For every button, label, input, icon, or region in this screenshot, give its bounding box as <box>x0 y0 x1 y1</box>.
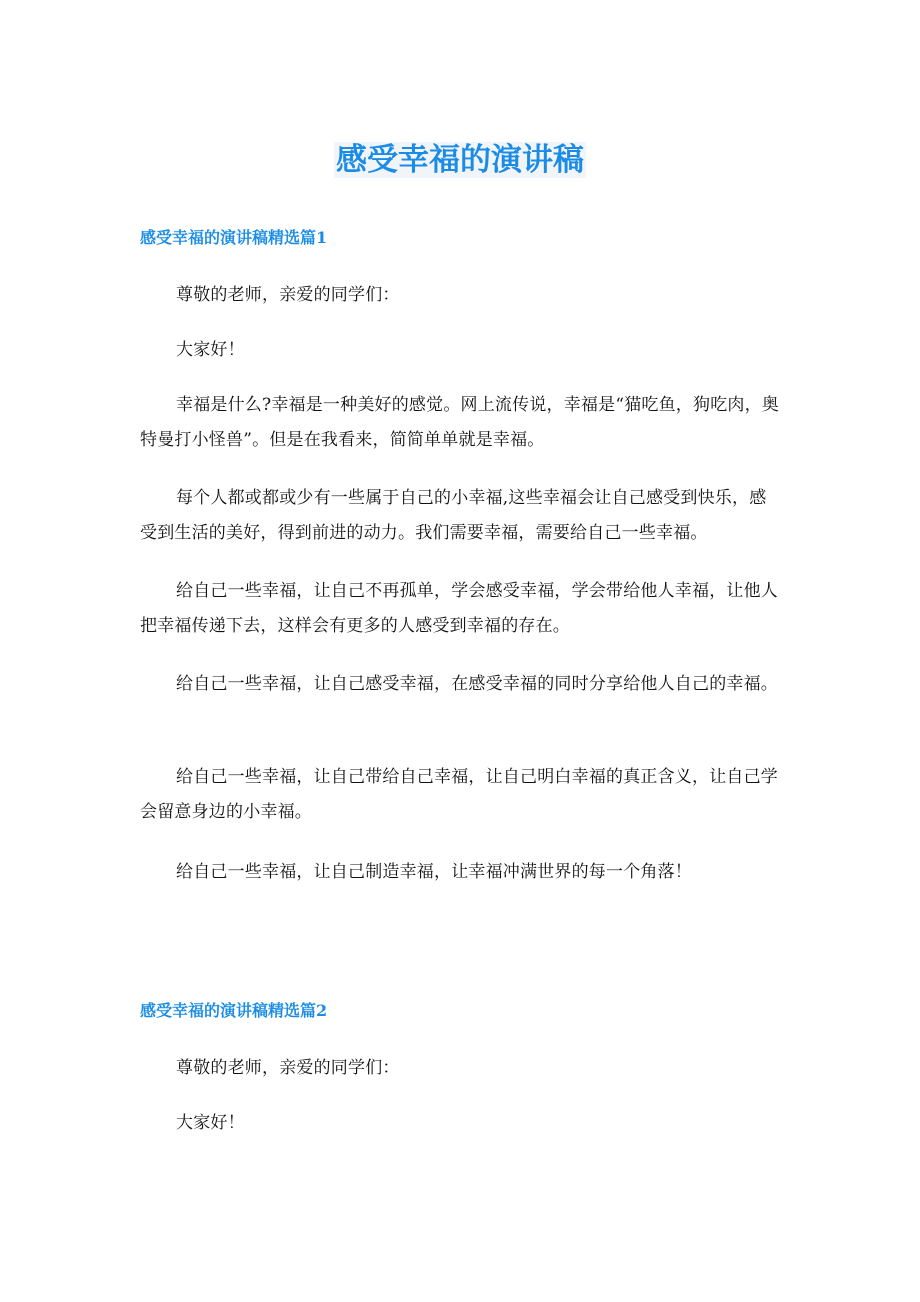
paragraph: 给自己一些幸福，让自己不再孤单，学会感受幸福，学会带给他人幸福，让他人把幸福传递下去，这样会有更多的人感受到幸福的存在。 <box>140 581 778 636</box>
section-heading-1: 感受幸福的演讲稿精选篇1 <box>140 228 328 247</box>
paragraph: 尊敬的老师，亲爱的同学们： <box>176 285 400 305</box>
paragraph: 给自己一些幸福，让自己感受幸福，在感受幸福的同时分享给他人自己的幸福。 <box>176 674 778 694</box>
section-heading-2: 感受幸福的演讲稿精选篇2 <box>140 1001 328 1020</box>
document-title <box>0 138 920 182</box>
paragraph: 大家好！ <box>176 1113 245 1133</box>
paragraph: 尊敬的老师，亲爱的同学们： <box>176 1058 400 1078</box>
paragraph: 给自己一些幸福，让自己带给自己幸福，让自己明白幸福的真正含义，让自己学会留意身边的小幸福。 <box>140 767 778 822</box>
paragraph: 幸福是什么?幸福是一种美好的感觉。网上流传说，幸福是“猫吃鱼，狗吃肉，奥特曼打小怪兽”。但是在我看来，简简单单就是幸福。 <box>140 395 780 450</box>
paragraph: 给自己一些幸福，让自己制造幸福，让幸福冲满世界的每一个角落！ <box>176 862 692 882</box>
document-title-text: 感受幸福的演讲稿 <box>336 142 584 178</box>
paragraph: 每个人都或都或少有一些属于自己的小幸福,这些幸福会让自己感受到快乐，感受到生活的美好，得到前进的动力。我们需要幸福，需要给自己一些幸福。 <box>140 488 767 543</box>
paragraph: 大家好！ <box>176 340 245 360</box>
